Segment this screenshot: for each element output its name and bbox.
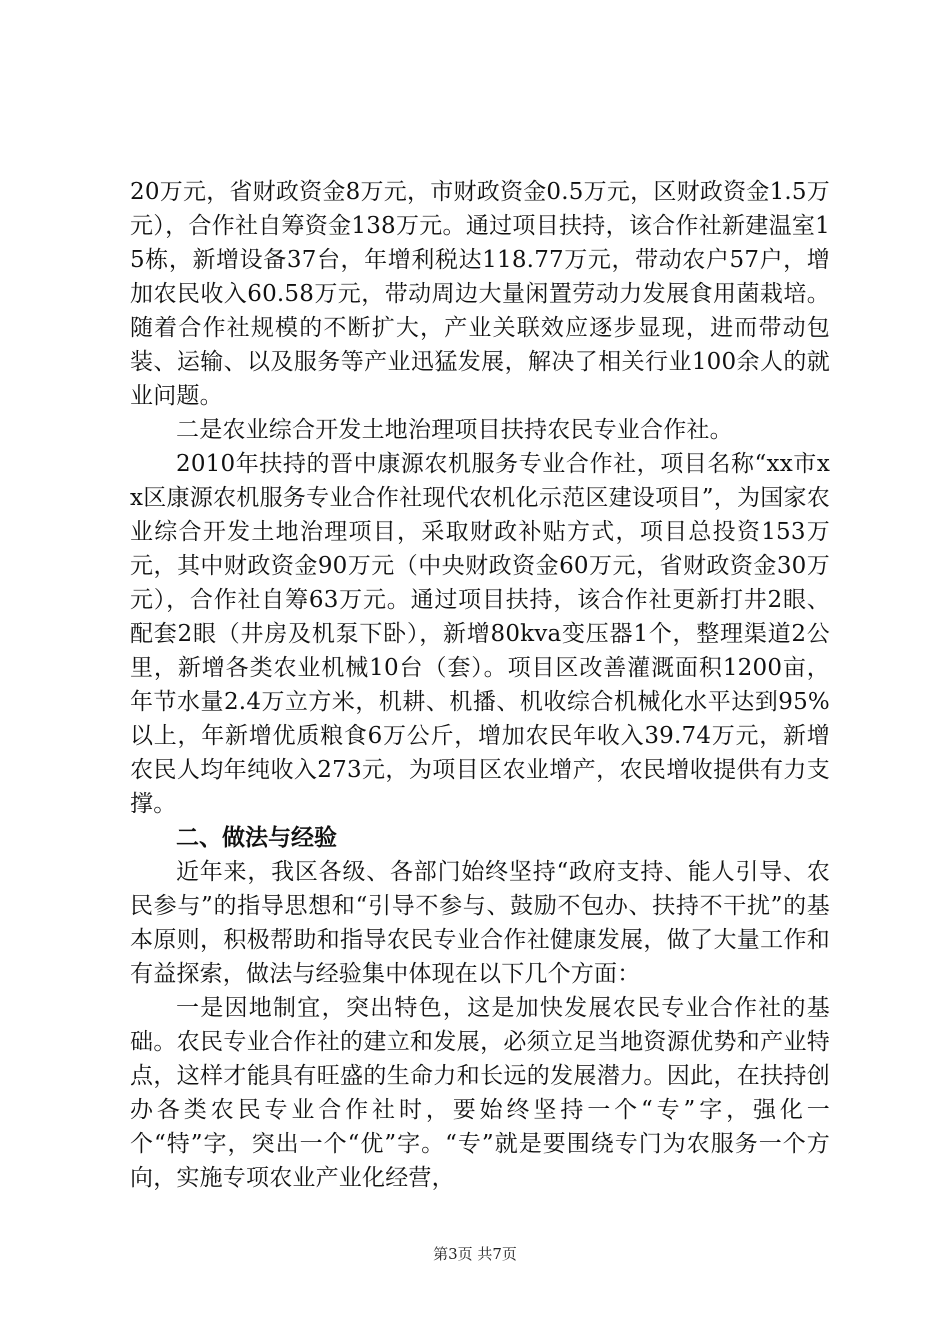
- paragraph-2: 二是农业综合开发土地治理项目扶持农民专业合作社。: [176, 417, 733, 443]
- section-heading: 二、做法与经验: [176, 825, 337, 851]
- paragraph-4: 近年来，我区各级、各部门始终坚持“政府支持、能人引导、农民参与”的指导思想和“引导不参与、鼓励不包办、扶持不干扰”的基本原则，积极帮助和指导农民专业合作社健康发展，做了大量工作和有益探索，做法与经验集中体现在以下几个方面：: [130, 859, 830, 987]
- paragraph-3: 2010年扶持的晋中康源农机服务专业合作社，项目名称“xx市xx区康源农机服务专业合作社现代农机化示范区建设项目”，为国家农业综合开发土地治理项目，采取财政补贴方式，项目总投资153万元，其中财政资金90万元（中央财政资金60万元，省财政资金30万元），合作社自筹63万元。通过项目扶持，该合作社更新打井2眼、配套2眼（井房及机泵下卧），新增80kva变压器1个，整理渠道2公里，新增各类农业机械10台（套）。项目区改善灌溉面积1200亩，年节水量2.4万立方米，机耕、机播、机收综合机械化水平达到95%以上，年新增优质粮食6万公斤，增加农民年收入39.74万元，新增农民人均年纯收入273元，为项目区农业增产，农民增收提供有力支撑。: [130, 451, 830, 817]
- page-footer: 第3页 共7页: [433, 1245, 517, 1263]
- paragraph-5: 一是因地制宜，突出特色，这是加快发展农民专业合作社的基础。农民专业合作社的建立和发展，必须立足当地资源优势和产业特点，这样才能具有旺盛的生命力和长远的发展潜力。因此，在扶持创办各类农民专业合作社时，要始终坚持一个“专”字，强化一个“特”字，突出一个“优”字。“专”就是要围绕专门为农服务一个方向，实施专项农业产业化经营，: [130, 995, 830, 1191]
- document-body: [130, 175, 830, 1195]
- paragraph-1: 20万元，省财政资金8万元，市财政资金0.5万元，区财政资金1.5万元），合作社自筹资金138万元。通过项目扶持，该合作社新建温室15栋，新增设备37台，年增利税达118.77万元，带动农户57户，增加农民收入60.58万元，带动周边大量闲置劳动力发展食用菌栽培。随着合作社规模的不断扩大，产业关联效应逐步显现，进而带动包装、运输、以及服务等产业迅猛发展，解决了相关行业100余人的就业问题。: [130, 179, 830, 409]
